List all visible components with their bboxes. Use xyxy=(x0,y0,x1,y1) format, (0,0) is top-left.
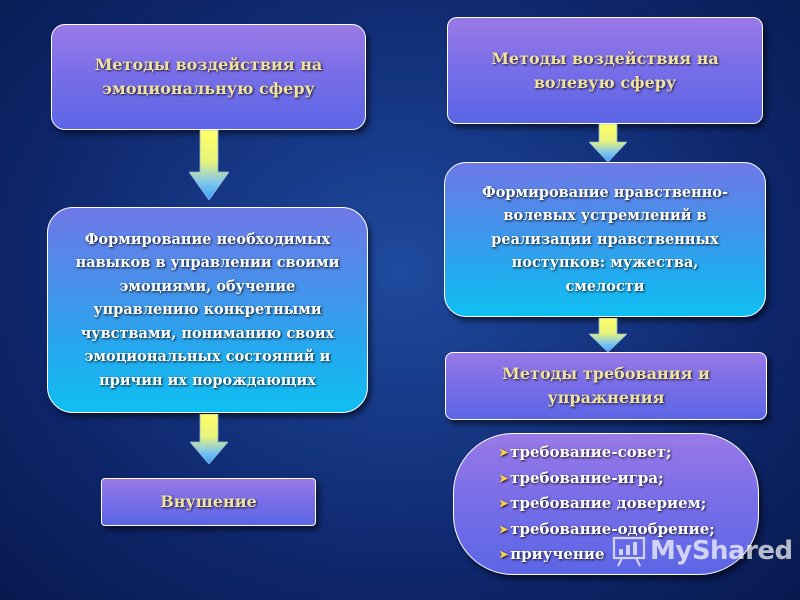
presentation-board-icon xyxy=(612,535,646,567)
moral-volitional-text: Формирование нравственно-волевых устремлений в реализации нравственных поступков: мужества, смелости xyxy=(481,183,729,295)
moral-volitional-box xyxy=(444,162,766,317)
volitional-sphere-header xyxy=(447,17,763,124)
volitional-sphere-header-text: Методы воздействия на волевую сферу xyxy=(491,48,719,92)
emotional-sphere-header xyxy=(51,24,366,130)
myshared-watermark xyxy=(612,535,793,567)
list-item: ➤ требование доверием; xyxy=(499,494,707,513)
down-arrow-4 xyxy=(589,318,627,352)
requirement-methods-box xyxy=(445,352,767,420)
emotional-sphere-header-text: Методы воздействия на эмоциональную сферу xyxy=(94,55,323,98)
suggestion-box xyxy=(101,478,316,526)
watermark-text: MyShared xyxy=(650,536,793,566)
bullet-arrow-icon: ➤ xyxy=(499,522,509,536)
bullet-arrow-icon: ➤ xyxy=(499,471,509,485)
bullet-arrow-icon: ➤ xyxy=(499,548,509,562)
list-item: ➤ приучение xyxy=(499,545,605,564)
list-item: ➤ требование-совет; xyxy=(499,443,672,462)
emotional-skills-box xyxy=(47,207,368,413)
bullet-arrow-icon: ➤ xyxy=(499,446,509,460)
suggestion-text: Внушение xyxy=(160,492,257,511)
down-arrow-1 xyxy=(189,130,229,200)
down-arrow-2 xyxy=(190,414,228,464)
bullet-arrow-icon: ➤ xyxy=(499,497,509,511)
requirement-methods-text: Методы требования и упражнения xyxy=(502,364,710,407)
list-item: ➤ требование-одобрение; xyxy=(499,519,715,538)
emotional-skills-text: Формирование необходимых навыков в управлении своими эмоциями, обучение управлению конкретными чувствами, пониманию своих эмоциональных состояний и причин их порождающих xyxy=(75,230,340,389)
down-arrow-3 xyxy=(589,124,627,162)
list-item: ➤ требование-игра; xyxy=(499,468,664,487)
